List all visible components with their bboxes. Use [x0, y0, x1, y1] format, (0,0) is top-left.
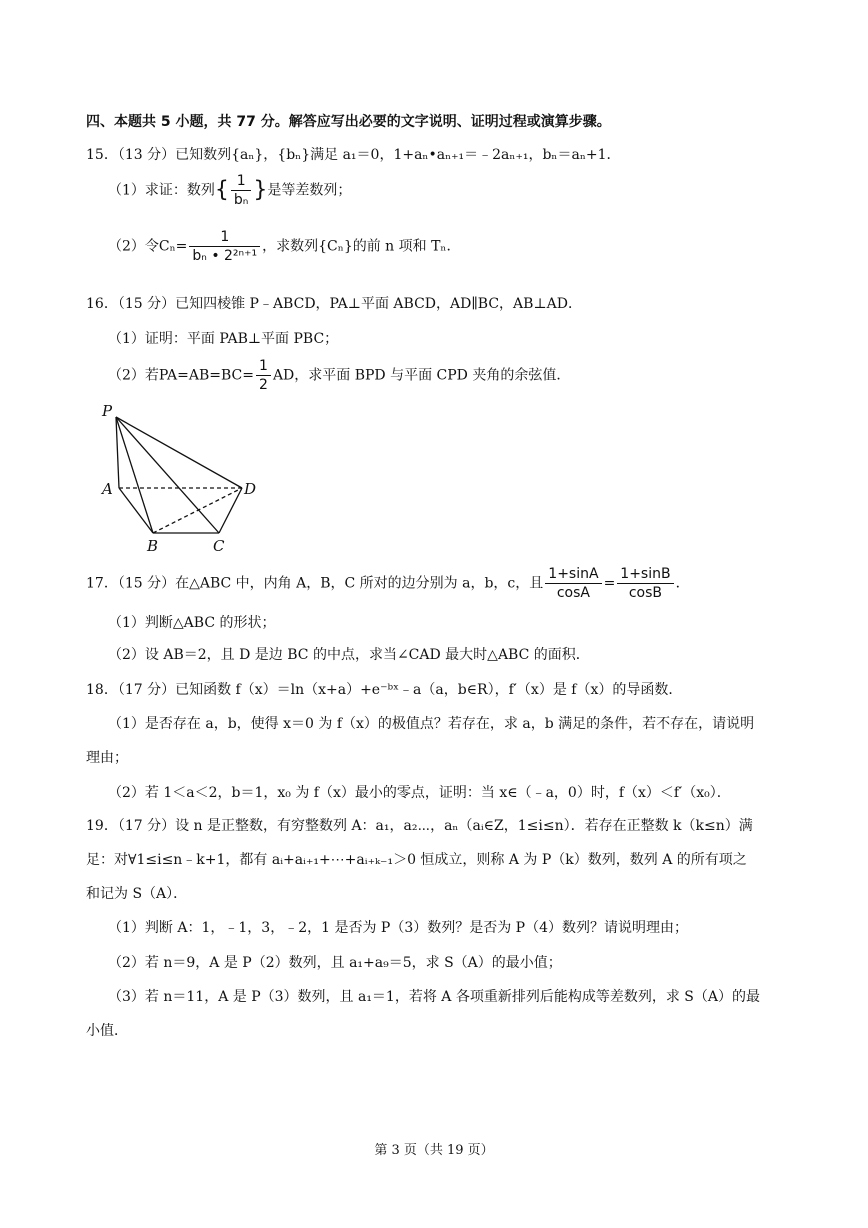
q19-part2: （2）若 n＝9，A 是 P（2）数列，且 a₁+a₉＝5，求 S（A）的最小值；: [108, 955, 562, 971]
q18-part2: （2）若 1＜a＜2，b＝1，x₀ 为 f（x）最小的零点，证明：当 x∈（﹣a，0）时，f（x）＜f′（x₀）．: [108, 785, 731, 801]
brace-right: }: [253, 177, 268, 203]
label-d: D: [244, 480, 257, 498]
edge-pc: [116, 417, 219, 533]
q15-part2-den: bₙ • 2²ⁿ⁺¹: [192, 248, 258, 264]
q15-part2: [108, 228, 461, 265]
q16-part2-den: 2: [259, 377, 268, 393]
q19-line2: 足：对∀1≤i≤n﹣k+1，都有 aᵢ+aᵢ₊₁+⋯+aᵢ₊ₖ₋₁＞0 恒成立，则称 A 为 P（k）数列，数列 A 的所有项之: [86, 852, 747, 868]
edge-cd: [219, 488, 242, 533]
q19-line1: 19．（17 分）设 n 是正整数，有穷整数列 A：a₁，a₂⋯，aₙ（aᵢ∈Z，1≤i≤n）．若存在正整数 k（k≤n）满: [86, 818, 753, 834]
edge-pa: [116, 417, 119, 488]
q16-part2: [108, 357, 570, 394]
q15-part2-prefix: （2）令Cₙ=: [108, 238, 188, 255]
q17-equals: =: [603, 575, 616, 592]
q19-part3-line2: 小值．: [86, 1023, 128, 1039]
q15-part1-suffix: 是等差数列；: [267, 182, 352, 199]
q15-stem: 15．（13 分）已知数列{aₙ}，{bₙ}满足 a₁＝0，1+aₙ•aₙ₊₁＝﹣2aₙ₊₁，bₙ＝aₙ+1．: [86, 147, 621, 163]
q15-part1-prefix: （1）求证：数列: [108, 182, 215, 199]
q17-part1: （1）判断△ABC 的形状；: [108, 615, 276, 631]
q19-part3-line1: （3）若 n＝11，A 是 P（3）数列，且 a₁＝1，若将 A 各项重新排列后能构成等差数列，求 S（A）的最: [108, 989, 761, 1005]
label-p: P: [102, 402, 113, 420]
q17-fraction-b: [617, 565, 673, 602]
q15-part1-fraction: [231, 172, 251, 209]
q17-stem-prefix: 17．（15 分）在△ABC 中，内角 A，B，C 所对的边分别为 a，b，c，且: [86, 575, 544, 592]
label-a: A: [102, 480, 113, 498]
q16-stem: 16．（15 分）已知四棱锥 P﹣ABCD，PA⊥平面 ABCD，AD∥BC，AB⊥AD．: [86, 296, 582, 312]
section-header: 四、本题共 5 小题，共 77 分。解答应写出必要的文字说明、证明过程或演算步骤。: [86, 114, 611, 130]
q18-part1-line1: （1）是否存在 a，b，使得 x＝0 为 f（x）的极值点？若存在，求 a，b 满足的条件，若不存在，请说明: [108, 716, 755, 732]
q17-stem-suffix: ．: [675, 575, 690, 592]
q16-part2-num: 1: [256, 357, 271, 376]
q17-fraction-b-num: 1+sinB: [617, 565, 673, 584]
edge-bd-hidden: [153, 488, 242, 533]
q19-line3: 和记为 S（A）．: [86, 886, 188, 902]
q15-part2-suffix: ，求数列{Cₙ}的前 n 项和 Tₙ．: [262, 238, 461, 255]
q15-part2-num: 1: [189, 228, 260, 247]
q18-part1-line2: 理由；: [86, 750, 128, 766]
q16-part1: （1）证明：平面 PAB⊥平面 PBC；: [108, 331, 339, 347]
q16-part2-prefix: （2）若PA=AB=BC=: [108, 367, 255, 384]
q15-part1-num: 1: [231, 172, 251, 191]
pyramid-figure: [96, 400, 271, 560]
q15-part1-den: bₙ: [233, 192, 249, 208]
q16-part2-fraction: [256, 357, 271, 394]
q17-fraction-a-num: 1+sinA: [545, 565, 601, 584]
page-footer: 第 3 页（共 19 页）: [374, 1143, 494, 1158]
label-b: B: [147, 537, 159, 555]
q17-stem: [86, 565, 690, 602]
q15-part1: [108, 172, 351, 209]
brace-left: {: [214, 177, 229, 203]
q19-part1: （1）判断 A：1，﹣1，3，﹣2，1 是否为 P（3）数列？是否为 P（4）数列？请说明理由；: [108, 920, 689, 936]
q17-part2: （2）设 AB＝2，且 D 是边 BC 的中点，求当∠CAD 最大时△ABC 的面积．: [108, 647, 590, 663]
q17-fraction-a: [545, 565, 601, 602]
q15-part2-fraction: [189, 228, 260, 265]
q17-fraction-b-den: cosB: [628, 585, 663, 601]
label-c: C: [213, 537, 225, 555]
q18-stem: 18．（17 分）已知函数 f（x）＝ln（x+a）+e⁻ᵇˣ﹣a（a，b∈R），f′（x）是 f（x）的导函数．: [86, 682, 683, 698]
q16-part2-suffix: AD，求平面 BPD 与平面 CPD 夹角的余弦值．: [272, 367, 571, 384]
q17-fraction-a-den: cosA: [556, 585, 590, 601]
edge-ab: [119, 488, 153, 533]
